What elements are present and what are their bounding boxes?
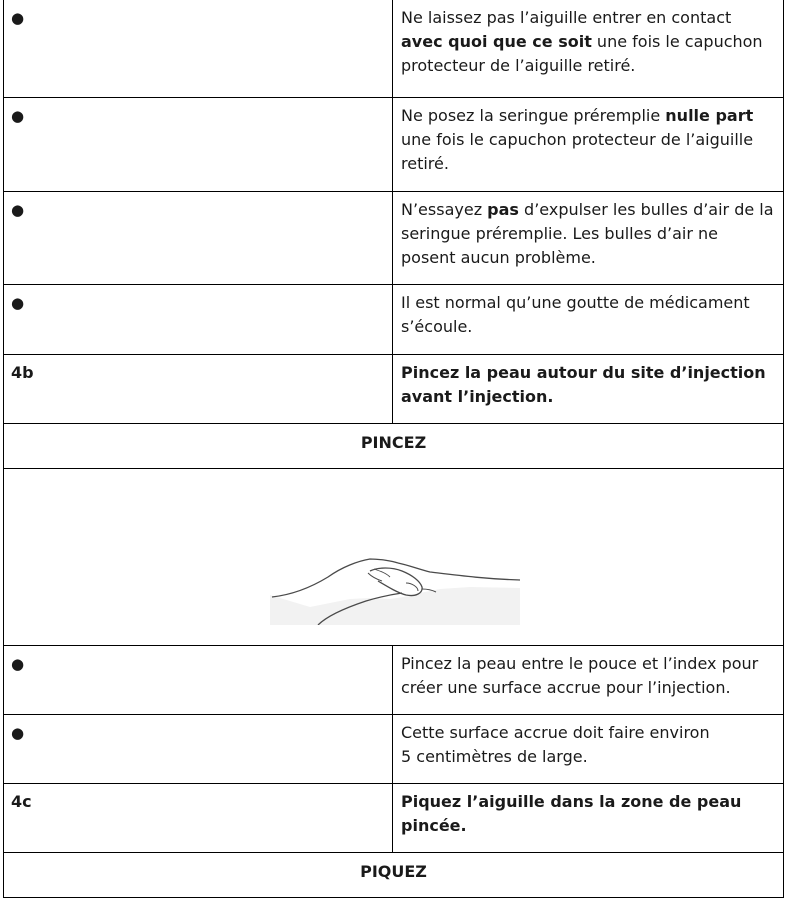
pinch-skin-illustration-icon: [270, 555, 520, 625]
bullet-cell: [4, 646, 393, 715]
table-row: [4, 0, 784, 98]
bullet-icon: ●: [11, 724, 25, 742]
step-label-cell: [4, 784, 393, 853]
step-row-4b: [4, 355, 784, 424]
bullet-icon: ●: [11, 9, 25, 27]
section-row-piquez: [4, 853, 784, 898]
step-title: Pincez la peau autour du site d’injection avant l’injection.: [401, 363, 766, 406]
table-row: [4, 646, 784, 715]
instruction-text: Ne laissez pas l’aiguille entrer en contact avec quoi que ce soit une fois le capuchon protecteur de l’aiguille retiré.: [393, 0, 784, 98]
bullet-icon: ●: [11, 294, 25, 312]
step-title-cell: [393, 784, 784, 853]
bullet-cell: [4, 0, 393, 98]
bullet-icon: ●: [11, 201, 25, 219]
instruction-text: Cette surface accrue doit faire environ 5 centimètres de large.: [393, 715, 784, 784]
bullet-icon: ●: [11, 655, 25, 673]
bullet-cell: [4, 98, 393, 192]
instruction-text: N’essayez pas d’expulser les bulles d’air de la seringue préremplie. Les bulles d’air ne posent aucun problème.: [393, 192, 784, 285]
step-title-line: Piquez l’aiguille dans la zone de peau: [401, 792, 742, 811]
instruction-text: Pincez la peau entre le pouce et l’index pour créer une surface accrue pour l’injection.: [393, 646, 784, 715]
bullet-cell: [4, 192, 393, 285]
image-row: [4, 469, 784, 646]
image-cell: [4, 469, 784, 646]
section-title: PIQUEZ: [4, 853, 784, 898]
step-label: 4c: [11, 792, 32, 811]
step-title-cell: [393, 355, 784, 424]
step-title-line: pincée.: [401, 816, 467, 835]
table-row: [4, 192, 784, 285]
table-row: [4, 98, 784, 192]
table-row: [4, 715, 784, 784]
step-label: 4b: [11, 363, 34, 382]
step-row-4c: [4, 784, 784, 853]
instruction-text: Ne posez la seringue préremplie nulle part une fois le capuchon protecteur de l’aiguille retiré.: [393, 98, 784, 192]
bullet-icon: ●: [11, 107, 25, 125]
section-title: PINCEZ: [4, 424, 784, 469]
table-row: [4, 285, 784, 355]
instruction-text: Il est normal qu’une goutte de médicament s’écoule.: [393, 285, 784, 355]
instructions-table: [3, 0, 784, 898]
bullet-cell: [4, 715, 393, 784]
bullet-cell: [4, 285, 393, 355]
section-row-pincez: [4, 424, 784, 469]
step-label-cell: [4, 355, 393, 424]
